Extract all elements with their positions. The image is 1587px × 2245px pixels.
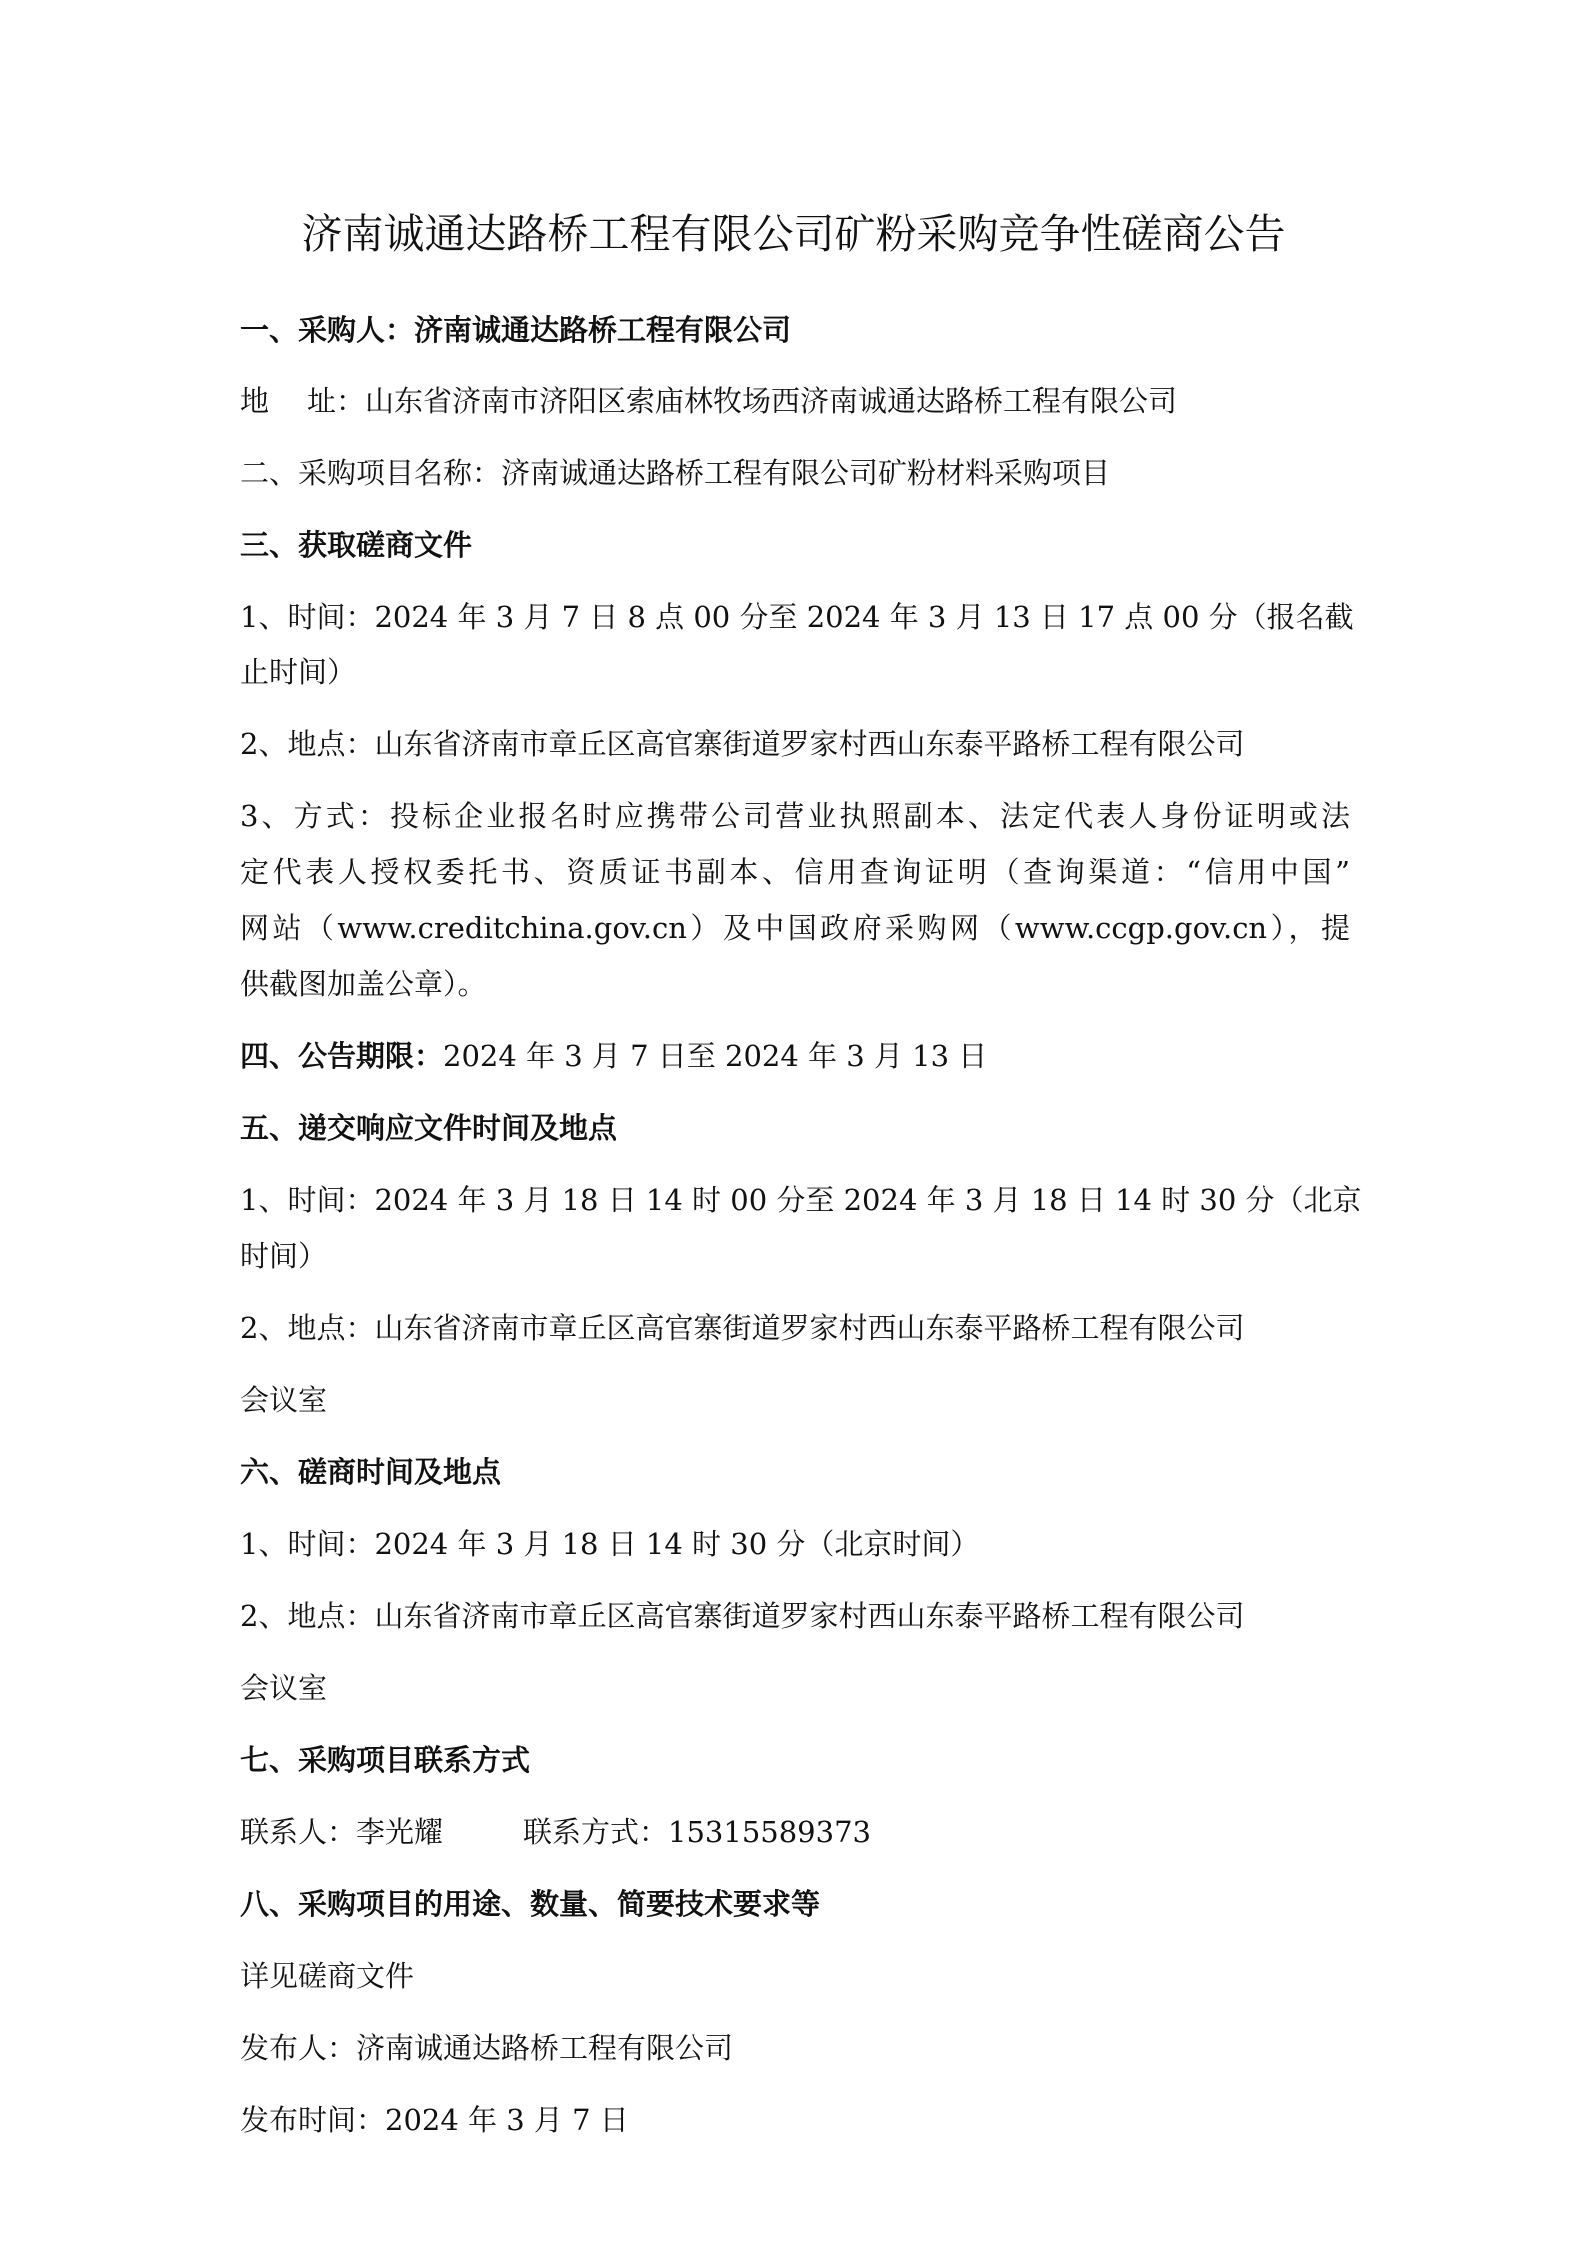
page-title: 济南诚通达路桥工程有限公司矿粉采购竞争性磋商公告: [301, 210, 1286, 258]
section7-heading: 七、采购项目联系方式: [240, 1743, 531, 1777]
section5-place-line1: 2、地点：山东省济南市章丘区高官寨街道罗家村西山东泰平路桥工程有限公司: [240, 1311, 1245, 1345]
section6-heading: 六、磋商时间及地点: [240, 1455, 502, 1489]
project-name-value: 济南诚通达路桥工程有限公司矿粉材料采购项目: [501, 456, 1111, 490]
address-value: 山东省济南市济阳区索庙林牧场西济南诚通达路桥工程有限公司: [365, 384, 1178, 418]
section6-place-line2: 会议室: [240, 1671, 328, 1705]
section3-time-line1: 1、时间：2024 年 3 月 7 日 8 点 00 分至 2024 年 3 月 13 日 17 点 00 分（报名截: [240, 600, 1354, 634]
section7-contact-line: [240, 1810, 1350, 1854]
address-line: [240, 379, 1350, 423]
contact-phone: 联系方式：15315589373: [523, 1815, 871, 1849]
section4-line: [240, 1034, 1350, 1078]
purchaser-label: 一、采购人：: [240, 313, 415, 347]
address-label-b: 址：: [307, 384, 366, 418]
project-name-line: [240, 451, 1350, 495]
section4-label: 四、公告期限：: [240, 1039, 444, 1073]
section3-method-line2: 定代表人授权委托书、资质证书副本、信用查询证明（查询渠道：“信用中国”: [240, 855, 1350, 889]
section3-method-line1: 3、方式：投标企业报名时应携带公司营业执照副本、法定代表人身份证明或法: [240, 799, 1350, 833]
address-label-a: 地: [240, 384, 270, 418]
section5-heading: 五、递交响应文件时间及地点: [240, 1111, 618, 1145]
section5-time-line1: 1、时间：2024 年 3 月 18 日 14 时 00 分至 2024 年 3 月 18 日 14 时 30 分（北京: [240, 1183, 1362, 1217]
section8-heading: 八、采购项目的用途、数量、简要技术要求等: [240, 1887, 821, 1921]
section4-value: 2024 年 3 月 7 日至 2024 年 3 月 13 日: [443, 1039, 988, 1073]
section6-place-line1: 2、地点：山东省济南市章丘区高官寨街道罗家村西山东泰平路桥工程有限公司: [240, 1599, 1245, 1633]
section3-place: 2、地点：山东省济南市章丘区高官寨街道罗家村西山东泰平路桥工程有限公司: [240, 727, 1245, 761]
section5-time-line2: 时间）: [240, 1239, 328, 1273]
section3-method-line4: 供截图加盖公章）。: [240, 967, 487, 1001]
publisher-line: 发布人：济南诚通达路桥工程有限公司: [240, 2031, 734, 2065]
section5-place-line2: 会议室: [240, 1383, 328, 1417]
section3-heading: 三、获取磋商文件: [240, 528, 473, 562]
project-name-label: 二、采购项目名称：: [240, 456, 502, 490]
section3-method-line3: 网站（www.creditchina.gov.cn）及中国政府采购网（www.ccgp.gov.cn），提: [240, 911, 1350, 945]
section3-time-line2: 止时间）: [240, 655, 357, 689]
publish-time-line: 发布时间：2024 年 3 月 7 日: [240, 2103, 629, 2137]
purchaser-line: [240, 308, 1350, 352]
purchaser-value: 济南诚通达路桥工程有限公司: [414, 313, 792, 347]
contact-person: 联系人：李光耀: [240, 1815, 444, 1849]
section6-time: 1、时间：2024 年 3 月 18 日 14 时 30 分（北京时间）: [240, 1527, 980, 1561]
section8-detail: 详见磋商文件: [240, 1959, 415, 1993]
